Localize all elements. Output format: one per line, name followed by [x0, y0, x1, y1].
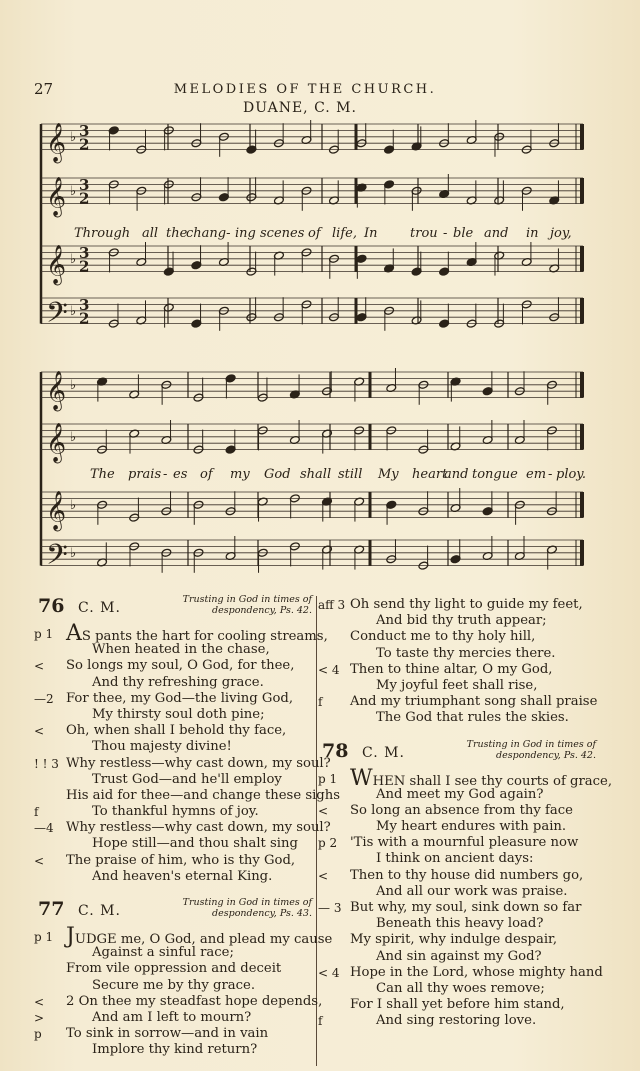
lyric-syllable: the	[166, 226, 188, 241]
verse-text	[66, 994, 322, 1010]
dynamic-mark: p	[34, 1027, 42, 1042]
verse-line	[318, 694, 598, 710]
verse-text-content: So long an absence from thy face	[350, 802, 573, 818]
verse-text	[350, 835, 578, 851]
verse-text	[350, 965, 603, 981]
lyric-syllable: scenes	[260, 226, 305, 241]
lyric-syllable: of	[200, 467, 213, 482]
verse-line	[318, 802, 594, 819]
key-flat: ♭	[70, 377, 77, 393]
verse-text-content: And am I left to mourn?	[92, 1009, 252, 1025]
key-flat: ♭	[70, 545, 77, 561]
verse-text	[350, 932, 557, 948]
verse-text-content: And all our work was praise.	[376, 883, 568, 899]
verse-text	[376, 981, 545, 997]
verse-text-content: And my triumphant song shall praise	[350, 694, 598, 710]
verse-line	[318, 964, 603, 981]
verse-line	[38, 787, 341, 804]
time-signature-bottom: 2	[79, 189, 90, 208]
verse-text-content: And thy refreshing grace.	[92, 674, 264, 690]
verse-text-content: Beneath this heavy load?	[376, 916, 544, 932]
verse-text	[66, 723, 286, 739]
verse-text	[92, 707, 265, 723]
dynamic-mark: p 1	[34, 627, 54, 641]
lyric-syllable: ble	[453, 226, 474, 241]
drop-capital: J	[66, 924, 75, 949]
drop-capital: W	[350, 765, 373, 791]
verse-text-content: UDGE me, O God, and plead my cause	[74, 932, 333, 947]
lyric-syllable: God	[264, 467, 291, 482]
verse-line	[318, 1013, 594, 1029]
lyric-syllable: ploy.	[556, 467, 587, 482]
verse-line	[322, 916, 594, 932]
verse-text-content: Then to thine altar, O my God,	[350, 661, 553, 677]
verse-text	[350, 597, 583, 613]
hymn-77-continued	[318, 597, 598, 727]
verse-text	[376, 1013, 536, 1029]
drop-capital: A	[66, 621, 82, 646]
verse-text-content: Conduct me to thy holy hill,	[350, 629, 536, 645]
verse-line	[38, 772, 314, 788]
verse-text	[92, 978, 255, 994]
verse-line	[38, 978, 314, 994]
music-system-1	[38, 118, 586, 340]
verse-text-content: S pants the hart for cooling streams,	[81, 629, 328, 644]
verse-line	[318, 867, 594, 884]
verse-text	[92, 739, 232, 755]
dynamic-mark: p 1	[318, 771, 338, 786]
verse-text-content: For thee, my God—the living God,	[66, 690, 294, 706]
verse-text	[66, 961, 281, 977]
verse-text	[376, 710, 569, 726]
verse-text	[376, 646, 555, 662]
verse-text	[350, 629, 535, 645]
lyric-syllable: prais	[128, 467, 162, 482]
verse-text-content: And bid thy truth appear;	[376, 613, 547, 629]
verse-text-content: But why, my soul, sink down so far	[350, 900, 582, 915]
verse-text-content: Hope still—and thou shalt sing	[92, 836, 298, 852]
verse-text	[92, 1042, 257, 1058]
verse-line	[322, 932, 594, 948]
verse-line	[322, 981, 594, 997]
verse-line	[34, 723, 314, 739]
verse-text-content: Oh send thy light to guide my feet,	[350, 597, 583, 612]
hymn-number: 78	[322, 739, 349, 762]
verse-line	[38, 707, 314, 723]
lyric-syllable: tongue	[472, 467, 518, 482]
verse-line	[322, 678, 594, 694]
key-flat: ♭	[70, 497, 77, 513]
lyric-syllable: es	[173, 467, 188, 482]
hymn-77-heading	[38, 897, 314, 929]
bass-clef: 𝄢	[46, 296, 68, 337]
verse-line	[322, 710, 594, 726]
verse-text-content: 'Tis with a mournful pleasure now	[350, 835, 579, 851]
verse-text-content: I think on ancient days:	[376, 851, 534, 867]
dynamic-mark: f	[34, 805, 39, 820]
verse-text-content: The praise of him, who is thy God,	[66, 852, 296, 868]
verse-line	[34, 993, 323, 1010]
verse-text	[350, 694, 597, 710]
verse-text	[66, 691, 293, 707]
verse-line	[318, 835, 594, 851]
verse-line	[318, 597, 594, 613]
verse-text	[350, 900, 581, 916]
verse-text	[376, 884, 567, 900]
verse-text-content: For I shall yet before him stand,	[350, 997, 565, 1013]
music-system-2	[38, 364, 586, 580]
dynamic-mark: <	[318, 803, 329, 818]
dynamic-mark: f	[318, 695, 323, 710]
treble-clef: 𝄞	[46, 370, 67, 411]
verse-line	[34, 658, 314, 674]
verse-text-content: Against a sinful race;	[92, 945, 234, 961]
dynamic-mark: — 3	[318, 901, 342, 915]
verse-text-content: Why restless—why cast down, my soul?	[66, 755, 331, 771]
right-column	[318, 597, 613, 1030]
verse-text	[66, 756, 331, 772]
verse-text-content: To taste thy mercies there.	[376, 645, 556, 661]
hymn-meter: C. M.	[78, 600, 121, 616]
verse-text	[350, 868, 583, 884]
verse-line	[34, 852, 314, 869]
dynamic-mark: <	[318, 868, 329, 883]
lyric-syllable: all	[142, 226, 159, 241]
verse-line	[322, 997, 594, 1013]
verse-text	[376, 851, 533, 867]
dynamic-mark: aff 3	[318, 598, 346, 612]
verse-text-content: Trust God—and he'll employ	[92, 771, 282, 787]
verse-text-content: Implore thy kind return?	[92, 1042, 258, 1058]
dynamic-mark: <	[34, 659, 45, 674]
verse-line	[318, 661, 594, 678]
hymn-subject: Trusting in God in times of despondency, Ps. 42.	[466, 738, 596, 761]
verse-line	[322, 949, 594, 965]
verse-text-content: Hope in the Lord, whose mighty hand	[350, 964, 603, 980]
verse-text-content: So longs my soul, O God, for thee,	[66, 658, 295, 674]
time-signature-top: 3	[79, 243, 90, 262]
verse-text-content: Thou majesty divine!	[92, 739, 232, 755]
verse-text	[350, 803, 573, 819]
verse-text-content: And sin against my God?	[376, 948, 542, 964]
lyric-syllable: joy,	[550, 226, 572, 241]
dynamic-mark: —4	[34, 821, 54, 836]
time-signature-bottom: 2	[79, 309, 90, 328]
verse-text-content: Can all thy woes remove;	[376, 980, 545, 996]
verse-text-content: My joyful feet shall rise,	[376, 677, 538, 693]
treble-clef: 𝄞	[46, 244, 67, 285]
verse-text	[376, 613, 547, 629]
treble-clef: 𝄞	[46, 122, 67, 163]
lyric-syllable: chang-	[186, 226, 231, 241]
verse-text-content: Oh, when shall I behold thy face,	[66, 723, 287, 739]
bass-clef: 𝄢	[46, 538, 68, 579]
treble-clef: 𝄞	[46, 490, 67, 531]
verse-text	[376, 787, 543, 803]
hymn-78-text	[318, 765, 613, 1030]
lyric-syllable: life,	[332, 226, 357, 241]
dynamic-mark: < 4	[318, 965, 340, 980]
verse-text	[92, 642, 270, 658]
verse-line	[38, 642, 314, 658]
verse-text-content: 2 On thee my steadfast hope depends,	[66, 993, 323, 1009]
verse-line	[38, 961, 314, 977]
lyric-syllable: -	[548, 467, 553, 482]
lyric-syllable: -	[163, 467, 168, 482]
key-flat: ♭	[70, 129, 77, 145]
dynamic-mark: <	[34, 994, 45, 1009]
verse-text	[92, 772, 282, 788]
lyric-syllable: em	[526, 467, 547, 482]
lyric-syllable: In	[364, 226, 378, 241]
dynamic-mark: < 4	[318, 662, 340, 677]
lyric-syllable: My	[378, 467, 399, 482]
verse-line	[34, 820, 331, 836]
lyric-syllable: -	[443, 226, 448, 241]
time-signature-top: 3	[79, 175, 90, 194]
lyric-syllable: ing	[235, 226, 256, 241]
time-signature-top: 3	[79, 121, 90, 140]
verse-line	[38, 739, 314, 755]
dynamic-mark: p 1	[34, 930, 54, 944]
verse-text	[66, 820, 331, 836]
verse-text-content: When heated in the chase,	[92, 642, 270, 658]
verse-line	[34, 1009, 314, 1026]
hymn-subject: Trusting in God in times of despondency, Ps. 43.	[182, 897, 312, 919]
lyric-syllable: of	[308, 226, 321, 241]
verse-text-content: HEN shall I see thy courts of grace,	[372, 773, 613, 789]
verse-line	[34, 804, 314, 820]
lyric-syllable: trou	[410, 226, 438, 241]
lyric-syllable: and	[444, 467, 469, 482]
hymn-number: 77	[38, 898, 65, 920]
verse-text-content: My heart endures with pain.	[376, 819, 567, 835]
verse-line	[34, 690, 314, 707]
verse-line	[38, 869, 314, 885]
verse-text	[376, 916, 543, 932]
verse-line	[38, 675, 314, 691]
verse-line	[38, 1042, 314, 1058]
verse-text	[92, 836, 298, 852]
verse-text	[92, 869, 272, 885]
verse-line	[38, 945, 314, 961]
time-signature-bottom: 2	[79, 135, 90, 154]
page-number: 27	[34, 80, 54, 98]
verse-line	[322, 787, 594, 803]
verse-text	[350, 662, 552, 678]
dynamic-mark: f	[318, 1014, 323, 1029]
time-signature-bottom: 2	[79, 257, 90, 276]
verse-text-content: To sink in sorrow—and in vain	[66, 1026, 269, 1042]
page-header	[0, 80, 640, 100]
hymn-number: 76	[38, 595, 65, 617]
running-head: MELODIES OF THE CHURCH.	[173, 82, 437, 97]
verse-text-content: The God that rules the skies.	[376, 710, 569, 726]
verse-text	[66, 853, 295, 869]
hymn-subject: Trusting in God in times of despondency, Ps. 42.	[182, 594, 312, 616]
verse-line	[322, 613, 594, 629]
verse-text-content: To thankful hymns of joy.	[92, 804, 259, 820]
verse-text	[66, 788, 340, 804]
lyric-syllable: and	[484, 226, 509, 241]
verse-line	[318, 900, 594, 916]
dynamic-mark: <	[34, 853, 45, 868]
verse-text	[66, 1026, 268, 1042]
hymn-meter: C. M.	[78, 903, 121, 919]
verse-line	[34, 924, 333, 949]
verse-text	[350, 997, 565, 1013]
lyric-syllable: Through	[74, 226, 131, 241]
verse-text-content: His aid for thee—and change these sighs	[66, 787, 341, 803]
dynamic-mark: p 2	[318, 836, 338, 851]
verse-line	[322, 646, 594, 662]
verse-text	[376, 678, 537, 694]
verse-text-content: My thirsty soul doth pine;	[92, 706, 265, 722]
verse-line	[322, 629, 594, 645]
verse-text-content: Secure me by thy grace.	[92, 977, 256, 993]
verse-line	[38, 836, 314, 852]
verse-line	[322, 851, 594, 867]
verse-text	[92, 1010, 251, 1026]
key-flat: ♭	[70, 251, 77, 267]
treble-clef: 𝄞	[46, 422, 67, 463]
dynamic-mark: —2	[34, 691, 54, 706]
dynamic-mark: >	[34, 1010, 45, 1025]
verse-text-content: My spirit, why indulge despair,	[350, 932, 558, 948]
lyric-syllable: heart	[412, 467, 448, 482]
dynamic-mark: <	[34, 724, 45, 739]
time-signature-top: 3	[79, 295, 90, 314]
hymn-meter: C. M.	[362, 744, 405, 761]
lyric-syllable: still	[338, 467, 363, 482]
hymn-77-text	[34, 924, 333, 1059]
verse-text-content: And sing restoring love.	[376, 1013, 537, 1029]
verse-line	[34, 755, 331, 772]
verse-text-content: Then to thy house did numbers go,	[350, 867, 584, 883]
key-flat: ♭	[70, 429, 77, 445]
key-flat: ♭	[70, 183, 77, 199]
verse-line	[34, 1026, 314, 1042]
verse-text	[92, 945, 234, 961]
verse-text-content: Why restless—why cast down, my soul?	[66, 820, 331, 836]
lyric-syllable: in	[526, 226, 539, 241]
lyric-syllable: The	[90, 467, 115, 482]
verse-text-content: From vile oppression and deceit	[66, 961, 282, 977]
dynamic-mark: ! ! 3	[34, 756, 59, 771]
treble-clef: 𝄞	[46, 176, 67, 217]
verse-text	[92, 804, 259, 820]
verse-line	[34, 621, 328, 646]
verse-text	[92, 675, 264, 691]
tune-title: DUANE, C. M.	[243, 100, 357, 116]
verse-line	[322, 819, 594, 835]
key-flat: ♭	[70, 303, 77, 319]
verse-text	[376, 949, 542, 965]
lyric-syllable: my	[230, 467, 250, 482]
verse-line	[318, 765, 613, 791]
verse-text-content: And meet my God again?	[376, 786, 544, 802]
verse-line	[322, 884, 594, 900]
verse-text	[376, 819, 566, 835]
verse-text-content: And heaven's eternal King.	[92, 868, 273, 884]
lyric-syllable: shall	[300, 467, 332, 482]
verse-text	[66, 658, 294, 674]
